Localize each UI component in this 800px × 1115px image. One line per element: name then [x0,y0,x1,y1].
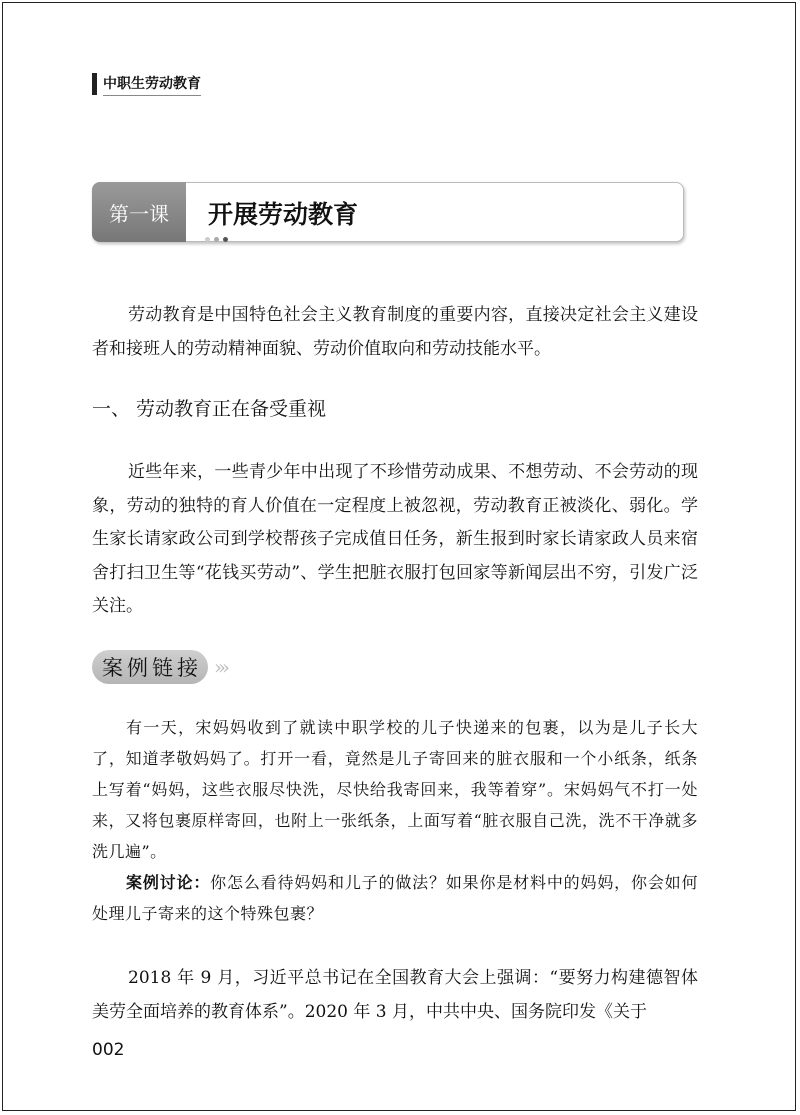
discussion-text: 你怎么看待妈妈和儿子的做法？如果你是材料中的妈妈，你会如何处理儿子寄来的这个特殊包裹？ [92,873,698,923]
case-story: 有一天，宋妈妈收到了就读中职学校的儿子快递来的包裹，以为是儿子长大了，知道孝敬妈妈了。打开一看，竟然是儿子寄回来的脏衣服和一个小纸条，纸条上写着“妈妈，这些衣服尽快洗，尽快给我寄回来，我等着穿”。宋妈妈气不打一处来，又将包裹原样寄回，也附上一张纸条，上面写着“脏衣服自己洗，洗不干净就多洗几遍”。 [92,718,698,861]
intro-paragraph: 劳动教育是中国特色社会主义教育制度的重要内容，直接决定社会主义建设者和接班人的劳动精神面貌、劳动价值取向和劳动技能水平。 [92,305,698,359]
header-bar [92,73,97,95]
case-char: 接 [177,656,198,680]
lesson-number: 第一课 [92,182,186,242]
case-char: 链 [152,656,173,680]
case-discussion [92,867,698,929]
discussion-label: 案例讨论： [126,873,211,892]
case-link-heading [92,650,226,684]
closing-paragraph: 2018 年 9 月，习近平总书记在全国教育大会上强调：“要努力构建德智体美劳全面培养的教育体系”。2020 年 3 月，中共中央、国务院印发《关于 [92,968,698,1022]
dot-icon [205,237,210,242]
lesson-banner [92,182,684,242]
running-header [92,73,201,95]
running-title: 中职生劳动教育 [103,73,201,96]
case-link-pill [92,650,208,684]
dot-icon [223,237,228,242]
case-char: 例 [127,656,148,680]
page-number: 002 [92,1040,125,1060]
lesson-title: 开展劳动教育 [208,200,359,229]
chevrons-icon: ››› [214,655,226,679]
case-char: 案 [102,656,123,680]
dot-icon [214,237,219,242]
section-heading: 一、 劳动教育正在备受重视 [92,398,327,420]
banner-dots [205,237,228,242]
section-paragraph: 近些年来，一些青少年中出现了不珍惜劳动成果、不想劳动、不会劳动的现象，劳动的独特的育人价值在一定程度上被忽视，劳动教育正被淡化、弱化。学生家长请家政公司到学校帮孩子完成值日任务，新生报到时家长请家政人员来宿舍打扫卫生等“花钱买劳动”、学生把脏衣服打包回家等新闻层出不穷，引发广泛关注。 [92,462,698,616]
